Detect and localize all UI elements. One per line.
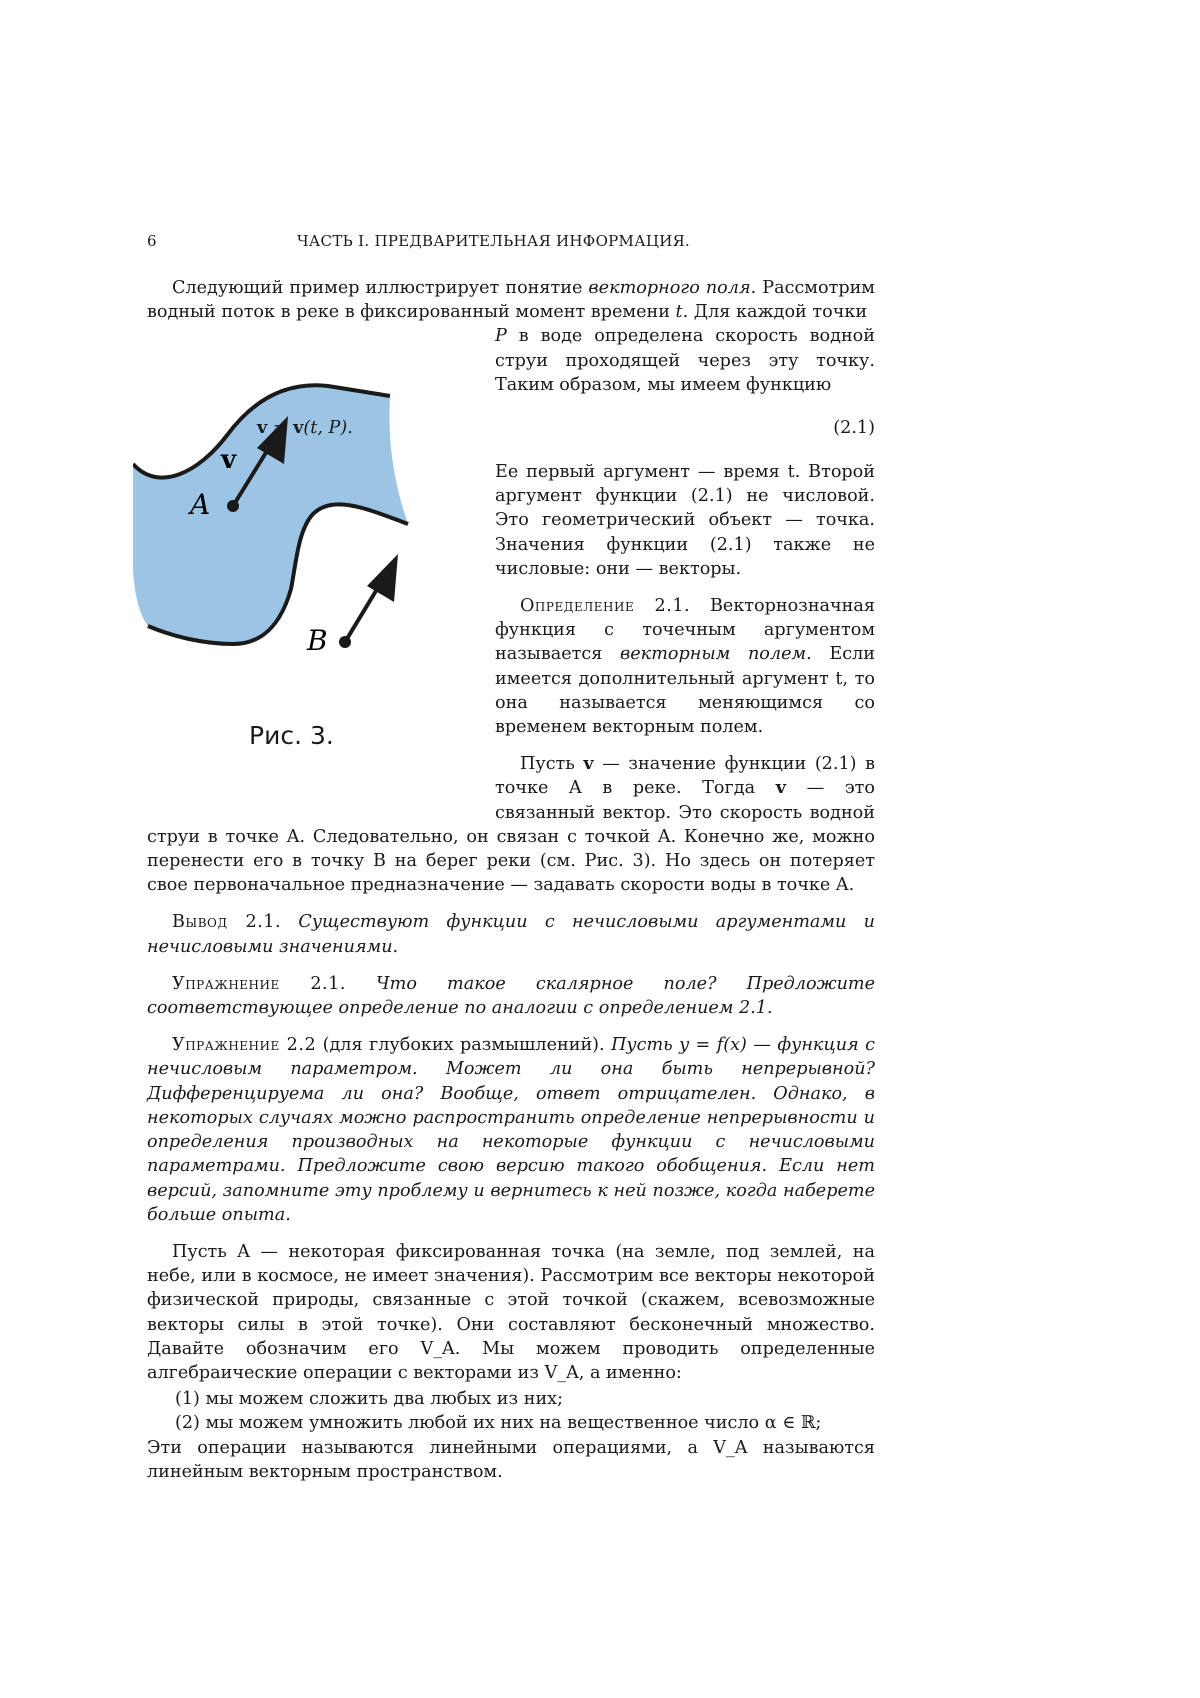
list-item (147, 1387, 875, 1411)
label-a: A (190, 488, 211, 522)
definition-head: Определение 2.1. (520, 596, 691, 617)
main-text (147, 276, 875, 1484)
text: Векторнозначная функция с точечным аргументом называется (495, 596, 875, 665)
page (147, 0, 875, 1698)
list-number: (1) (175, 1389, 200, 1410)
figure-river (133, 324, 495, 822)
bold-v: v (775, 777, 786, 799)
paragraph-argument: Ее первый аргумент — время t. Второй аргумент функции (2.1) не числовой. Это геометрический объект — точка. Значения функции (2.1) также не числовые: они — векторы. (495, 462, 875, 579)
point-a (227, 500, 239, 512)
text: Если имеется дополнительный аргумент t, то она называется меняющимся со временем векторным полем. (495, 644, 875, 738)
page-number: 6 (147, 232, 157, 250)
exercise-note: (для глубоких размышлений). (316, 1035, 605, 1056)
corollary-text: Существуют функции с нечисловыми аргументами и нечисловыми значениями. (147, 912, 875, 957)
exercise-2-1 (147, 972, 875, 1020)
text: Рассмотрим водный поток в реке в фиксированный момент времени (147, 278, 875, 323)
exercise-text: Пусть y = f(x) — функция с нечисловым параметром. Может ли она быть непрерывной? Дифференцируема ли она? Вообще, ответ отрицателен. Однако, в некоторых случаях можно распространить определение непрерывности и определения производных на некоторые функции с нечисловыми параметрами. Предложите свою версию такого обобщения. Если нет версий, запомните эту проблему и вернитесь к ней позже, когда наберете больше опыта. (147, 1035, 875, 1225)
exercise-text: Что такое скалярное поле? Предложите соответствующее определение по аналогии с определением 2.1. (147, 973, 876, 1019)
list-text: мы можем умножить любой их них на вещественное число α ∈ ℝ; (205, 1413, 822, 1434)
eq-bold-v: v (257, 417, 268, 439)
equation-formula (257, 416, 353, 440)
list-text: мы можем сложить два любых из них; (205, 1389, 564, 1410)
eq-args: (t, P). (303, 418, 353, 439)
equation-number: (2.1) (833, 418, 875, 439)
text: — значение функции (2.1) в точке A в реке. Тогда (495, 754, 875, 799)
text: в воде определена скорость водной струи проходящей через эту точку. Таким образом, мы имеем функцию (495, 326, 875, 395)
operations-list (147, 1387, 875, 1435)
text: Следующий пример иллюстрирует понятие (172, 278, 589, 298)
emphasis-vector-field: векторным полем. (620, 644, 812, 665)
var-t: t (675, 302, 683, 323)
corollary-2-1 (147, 910, 875, 958)
river-diagram (133, 324, 495, 724)
emphasis-vector-field: векторного поля. (588, 278, 757, 298)
equation-2-1 (147, 416, 875, 440)
intro-paragraph-top (147, 276, 875, 324)
text: . Для каждой точки (682, 302, 868, 323)
figure-caption: Рис. 3. (249, 721, 334, 751)
list-number: (2) (175, 1413, 200, 1434)
paragraph-linear-space: Эти операции называются линейными операциями, а V_A называются линейным векторным пространством. (147, 1437, 875, 1482)
point-b (339, 636, 351, 648)
corollary-head: Вывод 2.1. (172, 912, 282, 933)
exercise-head: Упражнение 2.1. (172, 973, 346, 994)
list-item (147, 1411, 875, 1435)
exercise-2-2 (147, 1033, 875, 1227)
eq-bold-v2: v (293, 417, 304, 439)
exercise-head: Упражнение 2.2 (172, 1035, 317, 1056)
text: — это связанный вектор. Это скорость водной струи в точке A. Следовательно, он связан с точкой A. Конечно же, можно перенести его в точку B на берег реки (см. Рис. 3). Но здесь он потеряет свое первоначальное предназначение — задавать скорости воды в точке A. (147, 778, 876, 896)
eq-equals: = (267, 418, 294, 439)
bold-v: v (583, 753, 594, 775)
running-title: ЧАСТЬ I. ПРЕДВАРИТЕЛЬНАЯ ИНФОРМАЦИЯ. (297, 232, 691, 250)
label-b: B (307, 624, 328, 658)
paragraph-vector-space: Пусть A — некоторая фиксированная точка (на земле, под землей, на небе, или в космосе, не имеет значения). Рассмотрим все векторы некоторой физической природы, связанные с этой точкой (скажем, всевозможные векторы силы в этой точке). Они составляют бесконечный множество. Давайте обозначим его V_A. Мы можем проводить определенные алгебраические операции с векторами из V_A, а именно: (147, 1241, 875, 1383)
label-v: v (221, 445, 237, 476)
var-P: P (495, 326, 507, 347)
text: Пусть (520, 754, 584, 775)
